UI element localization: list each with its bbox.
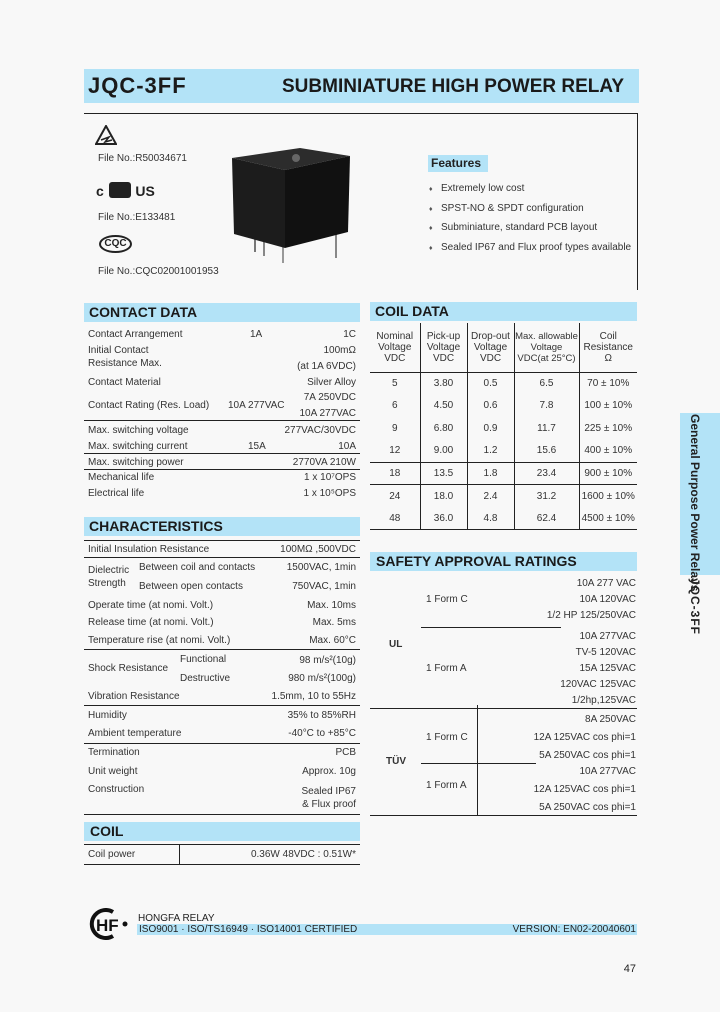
ambient-temperature-label: Ambient temperature [88,728,182,739]
humidity-value: 35% to 85%RH [287,710,356,721]
feature-item [429,180,631,200]
tuv-form-c-label: 1 Form C [426,732,468,743]
contact-arrangement-label: Contact Arrangement [88,329,183,340]
table-row [370,372,637,395]
divider [84,814,360,815]
electrical-life-label: Electrical life [88,488,145,499]
temperature-rise-value: Max. 60°C [309,635,356,646]
vibration-resistance-value: 1.5mm, 10 to 55Hz [271,691,356,702]
agency-ul-label: UL [389,639,403,650]
table-cell: 225 ± 10% [579,417,637,440]
table-cell: 9.00 [420,440,467,463]
insulation-resistance-label: Initial Insulation Resistance [88,544,210,555]
table-cell: 0.9 [467,417,514,440]
contact-material-value: Silver Alloy [307,377,356,388]
table-cell: 70 ± 10% [579,372,637,395]
vibration-resistance-label: Vibration Resistance [88,691,180,702]
table-row [370,417,637,440]
table-cell: 4500 ± 10% [579,507,637,530]
page-title: SUBMINIATURE HIGH POWER RELAY [282,76,625,97]
table-cell: 24 [370,485,420,508]
humidity-label: Humidity [88,710,127,721]
table-cell: 18.0 [420,485,467,508]
table-cell: 400 ± 10% [579,440,637,463]
ul-mark-icon [109,182,131,198]
unit-weight-label: Unit weight [88,766,138,777]
table-row [370,485,637,508]
divider [84,540,360,541]
cul-c-label: c [96,183,104,199]
electrical-life-value: 1 x 10⁵OPS [303,488,356,499]
insulation-resistance-value: 100MΩ ,500VDC [280,544,356,555]
contact-resistance-value: 100mΩ [323,345,356,356]
side-tab-category: General Purpose Power Relays [688,414,702,592]
contact-arrangement-1a: 1A [250,329,263,340]
table-cell: 9 [391,422,398,434]
temperature-rise-label: Temperature rise (at nomi. Volt.) [88,635,231,646]
table-cell: 3.80 [420,372,467,395]
table-row [370,395,637,418]
release-time-value: Max. 5ms [312,617,356,628]
divider [84,864,360,865]
dielectric-coil-contacts-value: 1500VAC, 1min [286,562,356,573]
feature-item [429,200,631,220]
coil-power-label: Coil power [88,849,136,860]
divider [84,420,360,421]
divider [370,708,637,709]
divider [84,453,360,454]
tuv-form-a-label: 1 Form A [426,780,467,791]
relay-product-image [230,148,355,281]
dielectric-label: Dielectric [88,565,130,576]
max-switching-current-1a: 15A [248,441,266,452]
table-cell: 7.8 [514,395,579,418]
operate-time-label: Operate time (at nomi. Volt.) [88,600,214,611]
shock-resistance-label: Shock Resistance [88,663,169,674]
max-switching-current-1c: 10A [338,441,356,452]
table-cell: 1600 ± 10% [579,485,637,508]
cert-file-no: File No.:CQC02001001953 [98,266,219,277]
max-switching-current-label: Max. switching current [88,441,188,452]
contact-data-title: CONTACT DATA [89,304,198,320]
max-switching-power-value: 2770VA 210W [292,457,356,468]
termination-value: PCB [335,747,356,758]
table-cell: 4.50 [420,395,467,418]
table-row [370,462,637,485]
table-cell: 31.2 [514,485,579,508]
mechanical-life-value: 1 x 10⁷OPS [304,472,356,483]
dielectric-open-contacts-label: Between open contacts [139,581,243,592]
coil-data-table [370,323,637,530]
contact-material-label: Contact Material [88,377,161,388]
contact-rating-1c-ac: 10A 277VAC [299,408,356,419]
table-cell: 100 ± 10% [579,395,637,418]
divider [421,763,536,764]
feature-text: Subminiature, standard PCB layout [441,222,598,234]
table-cell: 13.5 [420,462,467,485]
contact-arrangement-1c: 1C [343,329,356,340]
table-cell: 5 [391,378,398,389]
initial-contact-label: Initial Contact [88,345,149,356]
characteristics-title: CHARACTERISTICS [89,518,223,534]
construction-value-line2: & Flux proof [302,799,356,810]
model-title: JQC-3FF [88,73,187,98]
dielectric-open-contacts-value: 750VAC, 1min [292,581,356,592]
column-header: Max. allowable Voltage VDC(at 25°C) [514,323,579,372]
resistance-max-label: Resistance Max. [88,358,162,369]
rating-value: TV-5 120VAC [575,647,636,658]
cul-us-icon [96,182,155,199]
table-cell: 18 [370,462,420,485]
bullet-icon: ♦ [429,205,433,213]
table-cell: 6 [391,400,398,412]
rating-value: 10A 277 VAC [576,578,636,589]
coil-title: COIL [90,823,124,839]
hongfa-logo-icon [87,908,131,940]
bullet-icon: ♦ [429,225,433,233]
column-header: Coil Resistance Ω [579,323,637,372]
table-header-row [370,323,637,372]
construction-label: Construction [88,784,145,795]
contact-rating-1a: 10A 277VAC [228,400,285,411]
table-cell: 36.0 [420,507,467,530]
table-cell: 4.8 [467,507,514,530]
dielectric-strength-label: Strength [88,578,126,589]
vde-triangle-icon [95,125,117,150]
release-time-label: Release time (at nomi. Volt.) [88,617,214,628]
column-header: Drop-out Voltage VDC [467,323,514,372]
rating-value: 12A 125VAC cos phi=1 [533,732,636,743]
table-cell: 1.8 [467,462,514,485]
column-header: Pick-up Voltage VDC [420,323,467,372]
ul-form-c-label: 1 Form C [426,594,468,605]
dielectric-coil-contacts-label: Between coil and contacts [139,562,256,573]
rating-value: 1/2 HP 125/250VAC [546,610,636,621]
feature-item [429,219,631,239]
shock-destructive-label: Destructive [180,673,231,684]
svg-text:HF: HF [96,916,119,935]
page-number: 47 [623,963,636,975]
rating-value: 12A 125VAC cos phi=1 [533,784,636,795]
table-cell: 62.4 [514,507,579,530]
cert-file-no: File No.:R50034671 [98,153,187,164]
table-cell: 1.2 [467,440,514,463]
shock-functional-label: Functional [180,654,227,665]
rating-value: 5A 250VAC cos phi=1 [539,750,636,761]
shock-functional-value: 98 m/s²(10g) [299,655,356,666]
table-cell: 2.4 [467,485,514,508]
mechanical-life-label: Mechanical life [88,472,155,483]
company-name: HONGFA RELAY [138,913,215,924]
table-row [370,440,637,463]
rating-value: 10A 277VAC [579,631,636,642]
divider [84,469,360,470]
shock-destructive-value: 980 m/s²(100g) [288,673,356,684]
agency-tuv-label: TÜV [386,756,406,767]
divider-vertical [477,705,478,815]
table-cell: 11.7 [514,417,579,440]
divider-vertical [179,844,180,864]
feature-text: SPST-NO & SPDT configuration [441,202,584,214]
divider [84,743,360,744]
table-cell: 0.6 [467,395,514,418]
table-cell: 12 [389,445,401,456]
table-cell: 0.5 [467,372,514,395]
divider [84,557,360,558]
feature-text: Extremely low cost [441,183,525,194]
max-switching-power-label: Max. switching power [88,457,184,468]
max-switching-voltage-value: 277VAC/30VDC [284,425,356,436]
cert-file-no: File No.:E133481 [98,212,176,223]
feature-item [429,239,631,259]
iso-certifications: ISO9001 · ISO/TS16949 · ISO14001 CERTIFIED [139,924,358,935]
ambient-temperature-value: -40°C to +85°C [288,728,356,739]
features-list [429,180,631,259]
construction-value: Sealed IP67 [301,786,356,797]
column-header: Nominal Voltage VDC [370,323,420,372]
coil-power-value: 0.36W 48VDC : 0.51W* [250,849,356,860]
cqc-logo-icon: CQC [99,235,132,253]
coil-data-title: COIL DATA [375,303,449,319]
features-title: Features [431,156,482,170]
contact-resistance-condition: (at 1A 6VDC) [297,361,356,372]
table-cell: 23.4 [514,462,579,485]
bullet-icon: ♦ [429,245,433,253]
table-cell: 900 ± 10% [579,462,637,485]
table-cell: 48 [370,507,420,530]
rating-value: 8A 250VAC [585,714,636,725]
side-tab-model: JQC-3FF [688,578,702,636]
contact-rating-label: Contact Rating (Res. Load) [88,400,210,411]
table-cell: 6.5 [514,372,579,395]
ul-form-a-label: 1 Form A [426,663,467,674]
rating-value: 5A 250VAC cos phi=1 [539,802,636,813]
rating-value: 10A 120VAC [579,594,636,605]
contact-rating-1c-dc: 7A 250VDC [303,392,356,403]
operate-time-value: Max. 10ms [307,600,356,611]
table-cell: 6.80 [420,417,467,440]
document-version: VERSION: EN02-20040601 [512,924,636,935]
unit-weight-value: Approx. 10g [302,766,356,777]
rating-value: 120VAC 125VAC [560,679,636,690]
cul-us-label: US [135,183,155,199]
safety-title: SAFETY APPROVAL RATINGS [376,553,577,569]
bullet-icon: ♦ [429,186,433,193]
rating-value: 10A 277VAC [579,766,636,777]
rating-value: 1/2hp,125VAC [571,695,636,706]
divider [84,705,360,706]
max-switching-voltage-label: Max. switching voltage [88,425,189,436]
divider [84,844,360,845]
table-row [370,507,637,530]
divider [370,815,637,816]
feature-text: Sealed IP67 and Flux proof types available [441,242,632,254]
divider [84,649,360,650]
rating-value: 15A 125VAC [579,663,636,674]
termination-label: Termination [88,747,140,758]
divider [421,627,561,628]
table-cell: 15.6 [514,440,579,463]
coil-band [84,822,360,841]
